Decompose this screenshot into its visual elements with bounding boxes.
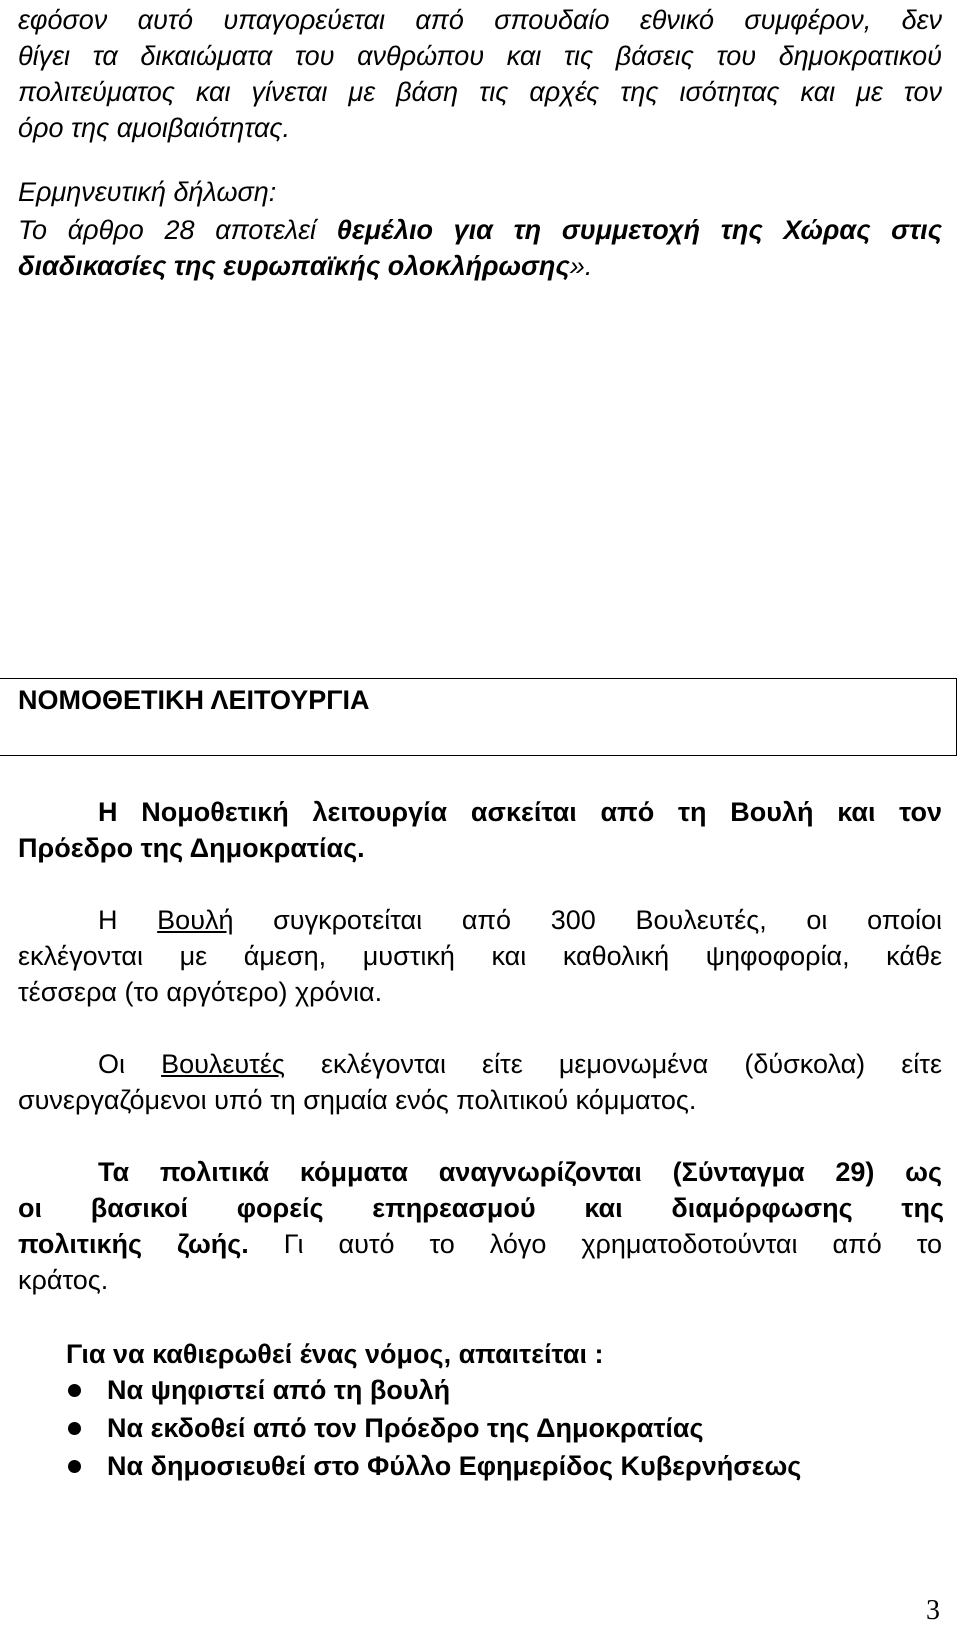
p2-line-3: τέσσερα (το αργότερο) χρόνια. <box>18 977 383 1007</box>
p2-line-1-pre: Η <box>98 905 158 935</box>
p3-line-2: συνεργαζόμενοι υπό τη σημαία ενός πολιτικού κόμματος. <box>18 1085 697 1115</box>
p2-line-2: εκλέγονται με άμεση, μυστική και καθολική ψηφοφορία, κάθε <box>18 941 942 971</box>
intro-line-4: όρο της αμοιβαιότητας. <box>18 113 291 143</box>
p4-line-1: Τα πολιτικά κόμματα αναγνωρίζονται (Σύνταγμα 29) ως <box>98 1157 942 1187</box>
p2-line-1 <box>18 902 942 938</box>
interpretive-heading: Ερμηνευτική δήλωση: <box>18 177 277 207</box>
p1-line-1: Η Νομοθετική λειτουργία ασκείται από τη Βουλή και τον <box>98 797 942 827</box>
p4-line-3-rest: Γι αυτό το λόγο χρηματοδοτούνται από το <box>248 1229 942 1259</box>
bullet-icon <box>68 1460 81 1473</box>
interpretive-line-2-bold: διαδικασίες της ευρωπαϊκής ολοκλήρωσης <box>18 251 570 281</box>
requirement-item-3: Να δημοσιευθεί στο Φύλλο Εφημερίδος Κυβερνήσεως <box>107 1451 802 1481</box>
interpretive-line-2 <box>18 248 592 284</box>
p3-line-1-pre: Οι <box>98 1049 162 1079</box>
p1-line-2: Πρόεδρο της Δημοκρατίας. <box>18 833 365 863</box>
intro-line-1: εφόσον αυτό υπαγορεύεται από σπουδαίο εθνικό συμφέρον, δεν <box>18 5 942 35</box>
p2-line-1-underlined: Βουλή <box>157 905 234 935</box>
interpretive-line-1 <box>18 212 942 248</box>
bullet-icon <box>68 1384 81 1397</box>
p3-line-1-underlined: Βουλευτές <box>161 1049 285 1079</box>
intro-line-2: θίγει τα δικαιώματα του ανθρώπου και τις βάσεις του δημοκρατικού <box>18 41 942 71</box>
p4-line-3 <box>18 1226 942 1262</box>
bullet-icon <box>68 1422 81 1435</box>
p3-line-1 <box>18 1046 942 1082</box>
p4-line-3-bold: πολιτικής ζωής. <box>18 1229 249 1259</box>
page-number: 3 <box>926 1595 940 1626</box>
interpretive-line-1-prefix: Το άρθρο 28 αποτελεί <box>18 215 337 245</box>
interpretive-line-1-bold: θεμέλιο για τη συμμετοχή της Χώρας στις <box>336 215 942 245</box>
interpretive-line-2-suffix: ». <box>569 251 593 281</box>
requirement-item-2: Να εκδοθεί από τον Πρόεδρο της Δημοκρατίας <box>107 1413 704 1443</box>
p3-line-1-post: εκλέγονται είτε μεμονωμένα (δύσκολα) είτε <box>284 1049 942 1079</box>
section-title: ΝΟΜΟΘΕΤΙΚΗ ΛΕΙΤΟΥΡΓΙΑ <box>18 685 370 715</box>
p4-line-2: οι βασικοί φορείς επηρεασμού και διαμόρφωσης της <box>18 1193 944 1223</box>
requirement-item-1: Να ψηφιστεί από τη βουλή <box>107 1375 451 1405</box>
p2-line-1-post: συγκροτείται από 300 Βουλευτές, οι οποίοι <box>233 905 943 935</box>
intro-line-3: πολιτεύματος και γίνεται με βάση τις αρχές της ισότητας και με τον <box>18 77 942 107</box>
requirements-title: Για να καθιερωθεί ένας νόμος, απαιτείται : <box>66 1339 604 1369</box>
p4-line-4: κράτος. <box>18 1265 109 1295</box>
